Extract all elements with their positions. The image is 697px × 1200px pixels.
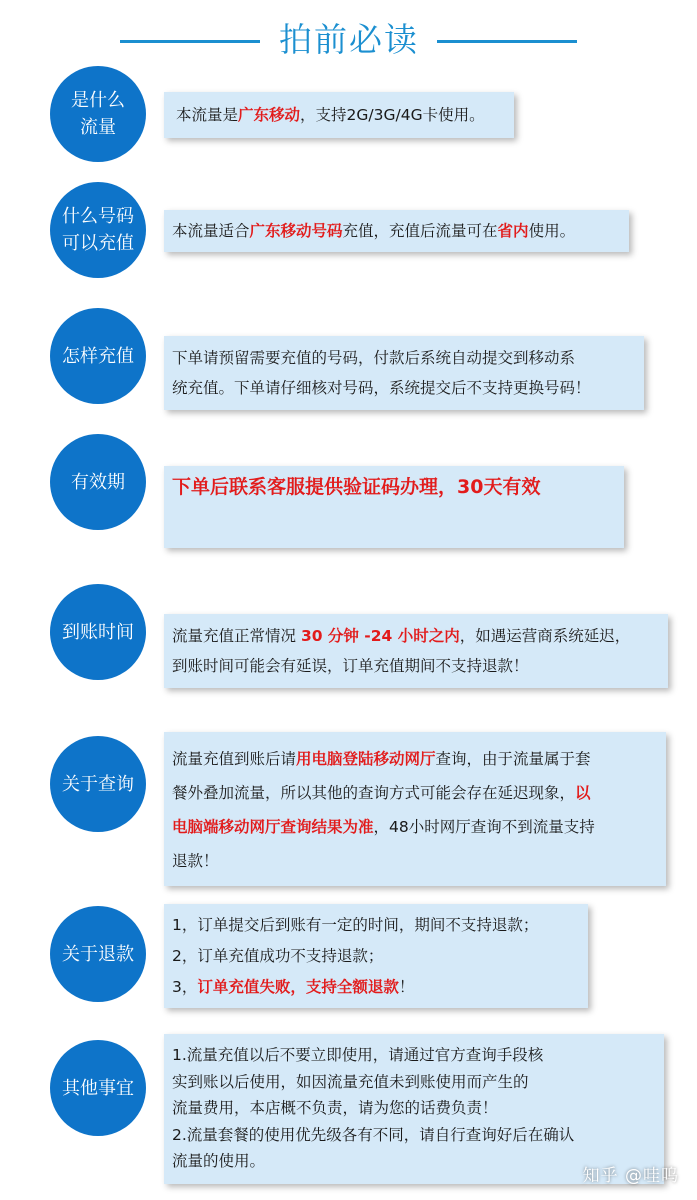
header: [0, 14, 697, 68]
label-circle: 关于退款: [50, 906, 146, 1002]
info-box: 1，订单提交后到账有一定的时间，期间不支持退款； 2，订单充值成功不支持退款； 3，订单充值失败，支持全额退款！: [164, 904, 588, 1008]
page-title: 拍前必读: [279, 20, 419, 59]
label-circle: 其他事宜: [50, 1040, 146, 1136]
label-circle: 关于查询: [50, 736, 146, 832]
label-circle: 到账时间: [50, 584, 146, 680]
label-circle: 有效期: [50, 434, 146, 530]
info-box: 下单请预留需要充值的号码，付款后系统自动提交到移动系 统充值。下单请仔细核对号码，系统提交后不支持更换号码！: [164, 336, 644, 410]
label-circle: 怎样充值: [50, 308, 146, 404]
info-box: 下单后联系客服提供验证码办理，30天有效: [164, 466, 624, 548]
info-box: 1.流量充值以后不要立即使用，请通过官方查询手段核 实到账以后使用，如因流量充值未到账使用而产生的 流量费用，本店概不负责，请为您的话费负责！ 2.流量套餐的使用优先级各有不同，请自行查询好后在确认 流量的使用。: [164, 1034, 664, 1184]
info-box: 流量充值正常情况 30 分钟 -24 小时之内，如遇运营商系统延迟， 到账时间可能会有延误，订单充值期间不支持退款！: [164, 614, 668, 688]
info-box: 流量充值到账后请用电脑登陆移动网厅查询，由于流量属于套 餐外叠加流量，所以其他的查询方式可能会存在延迟现象，以 电脑端移动网厅查询结果为准，48小时网厅查询不到流量支持 退款！: [164, 732, 666, 886]
header-right-line: [437, 40, 577, 43]
info-box: 本流量适合广东移动号码充值，充值后流量可在省内使用。: [164, 210, 629, 252]
label-circle: 什么号码 可以充值: [50, 182, 146, 278]
header-left-line: [120, 40, 260, 43]
label-circle: 是什么 流量: [50, 66, 146, 162]
info-box: 本流量是广东移动，支持2G/3G/4G卡使用。: [164, 92, 514, 138]
watermark: 知乎 @哇呜: [582, 1166, 679, 1186]
